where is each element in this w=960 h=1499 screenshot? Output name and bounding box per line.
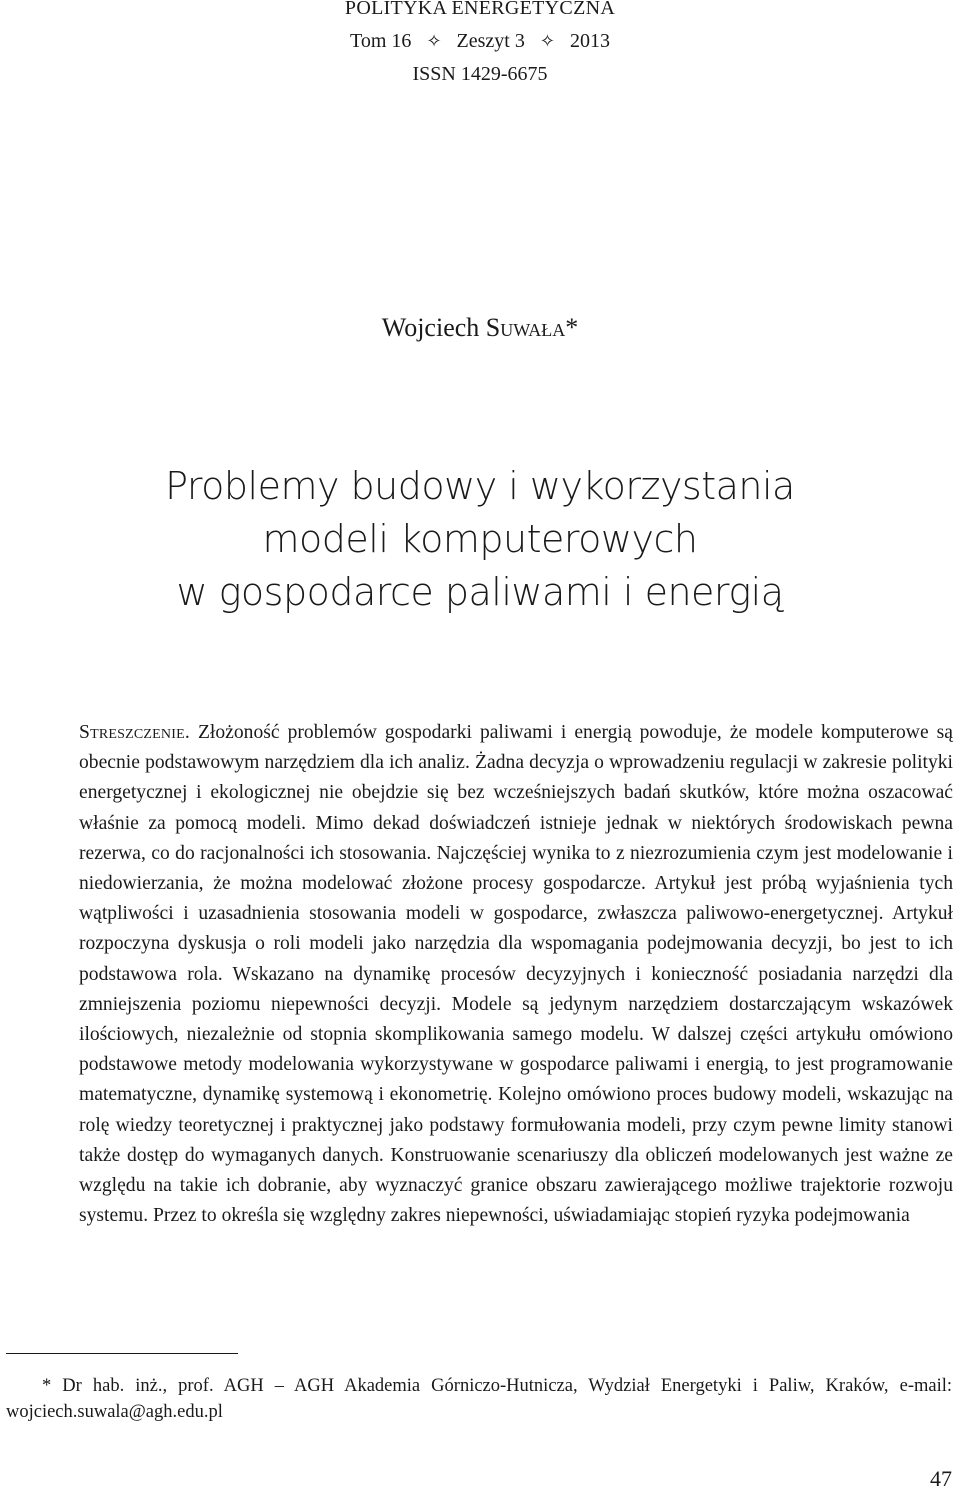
abstract-label: Streszczenie. [79,722,190,743]
abstract [79,718,953,1231]
journal-volume: Tom 16 [350,30,412,52]
page-number: 47 [930,1466,952,1491]
journal-year: 2013 [569,30,610,52]
four-point-star-icon: ✧ [539,31,555,51]
abstract-text: Złożoność problemów gospodarki paliwami i energią powoduje, że modele komputerowe są obecnie podstawowym narzędziem dla ich analiz. Żadna decyzja o wprowadzeniu regulacji w zakresie polityki energetycznej i ekologicznej nie obejdzie się bez wcześniejszych badań skutków, które można oszacować właśnie za pomocą modeli. Mimo dekad doświadczeń istnieje jednak w niektórych środowiskach pewna rezerwa, co do racjonalności ich stosowania. Najczęściej wynika to z niezrozumienia czym jest modelowanie i niedowierzania, że można modelować złożone procesy gospodarcze. Artykuł jest próbą wyjaśnienia tych wątpliwości i uzasadnienia stosowania modeli w gospodarce, zwłaszcza paliwowo-energetycznej. Artykuł rozpoczyna dyskusja o roli modeli jako narzędzia dla wspomagania podejmowania decyzji, bo jest to ich podstawowa rola. Wskazano na dynamikę procesów decyzyjnych i konieczność posiadania narzędzi dla zmniejszenia poziomu niepewności decyzji. Modele są jedynym narzędziem dostarczającym wskazówek ilościowych, niezależnie od stopnia skomplikowania samego modelu. W dalszej części artykułu omówiono podstawowe metody modelowania wykorzystywane w gospodarce paliwami i energią, to jest programowanie matematyczne, dynamikę systemową i ekonometrię. Kolejno omówiono proces budowy modeli, wskazując na rolę wiedzy teoretycznej i praktycznej jako podstawy formułowania modeli, przy czym pewne limity stanowi także dostęp do wymaganych danych. Konstruowanie scenariuszy dla obliczeń modelowanych jest ważne ze względu na takie ich dobranie, aby wyznaczyć granice obszaru zawierającego możliwe trajektorie rozwoju systemu. Przez to określa się względny zakres niepewności, uświadamiając stopień ryzyka podejmowania [79,722,953,1227]
article-title [0,460,960,619]
author-footnote: * Dr hab. inż., prof. AGH – AGH Akademia Górniczo-Hutnicza, Wydział Energetyki i Paliw, Kraków, e-mail: wojciech.suwala@agh.edu.pl [6,1376,952,1422]
author-footnote-marker: * [565,313,579,342]
author-line [0,312,960,344]
journal-issn: ISSN 1429-6675 [412,63,548,85]
four-point-star-icon: ✧ [426,31,442,51]
author-first-name: Wojciech [381,313,480,342]
journal-issue-line [0,28,960,54]
title-line: Problemy budowy i wykorzystania [165,464,795,508]
title-line: w gospodarce paliwami i energią [176,570,784,614]
journal-issue-number: Zeszyt 3 [456,30,525,52]
footnote-divider [6,1353,238,1354]
title-line: modeli komputerowych [262,517,698,561]
journal-name: POLITYKA ENERGETYCZNA [344,0,616,19]
author-surname: Suwała [485,313,566,342]
